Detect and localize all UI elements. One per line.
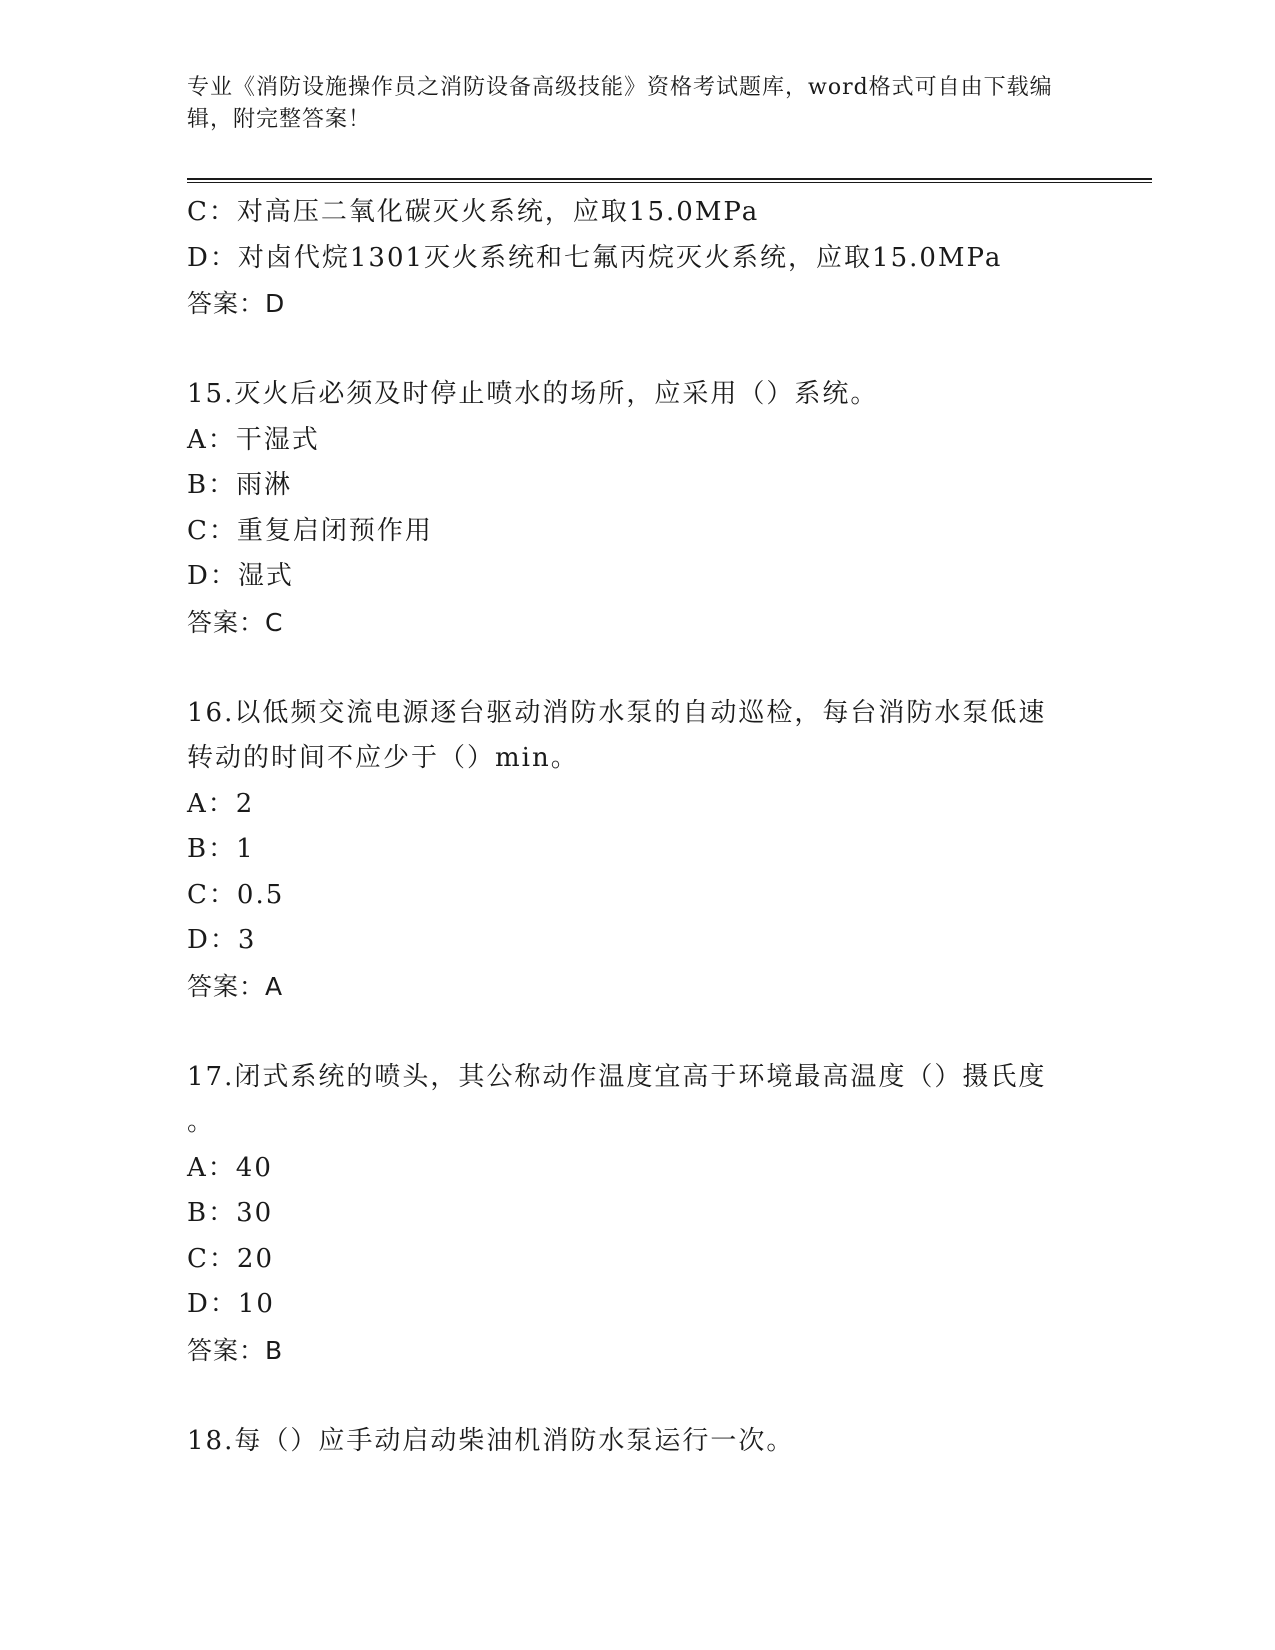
option-label: D	[187, 1289, 210, 1319]
option-label: B	[187, 470, 209, 500]
option-c: C：20	[187, 1243, 275, 1274]
option-b: B：30	[187, 1198, 274, 1228]
option-a: A：40	[187, 1152, 273, 1183]
question-list	[187, 190, 1067, 1464]
option-text: 3	[237, 925, 257, 955]
option-a: A：2	[187, 788, 255, 819]
question-18	[187, 1419, 1067, 1465]
option-c: C：重复启闭预作用	[187, 515, 433, 546]
option-label: A	[187, 424, 208, 455]
question-spacer	[187, 327, 1067, 373]
option-label: D	[187, 242, 210, 273]
question-stem: 17.闭式系统的喷头，其公称动作温度宜高于环境最高温度（）摄氏度	[187, 1061, 1047, 1092]
option-text: 2	[235, 788, 255, 819]
option-a: A：干湿式	[187, 424, 320, 455]
option-text: 雨淋	[236, 470, 293, 500]
option-label: D	[187, 561, 210, 591]
document-header: 专业《消防设施操作员之消防设备高级技能》资格考试题库，word格式可自由下载编辑，附完整答案！	[187, 75, 1053, 132]
question-spacer	[187, 1009, 1067, 1055]
option-label: C	[187, 1243, 209, 1274]
option-label: C	[187, 197, 209, 227]
option-c: C：0.5	[187, 879, 285, 910]
question-spacer	[187, 1373, 1067, 1419]
option-c: C：对高压二氧化碳灭火系统，应取15.0MPa	[187, 197, 760, 227]
option-text: 重复启闭预作用	[236, 515, 433, 546]
option-b: B：1	[187, 834, 255, 864]
question-stem: 15.灭火后必须及时停止喷水的场所，应采用（）系统。	[187, 379, 879, 409]
answer-line: 答案：D	[187, 289, 286, 318]
option-text: 0.5	[236, 879, 285, 910]
question-spacer	[187, 645, 1067, 691]
question-15	[187, 372, 1067, 645]
option-label: B	[187, 834, 209, 864]
option-label: A	[187, 788, 208, 819]
option-text: 10	[237, 1289, 275, 1319]
answer-line: 答案：A	[187, 971, 284, 1001]
question-17	[187, 1055, 1067, 1374]
option-d: D：10	[187, 1289, 275, 1319]
question-14-continued	[187, 190, 1067, 327]
option-label: D	[187, 925, 210, 955]
option-label: A	[187, 1152, 208, 1183]
answer-line: 答案：C	[187, 607, 284, 637]
option-text: 湿式	[237, 561, 294, 591]
option-label: B	[187, 1198, 209, 1228]
option-label: C	[187, 879, 209, 910]
header-rule	[187, 178, 1152, 183]
question-stem-continued: 转动的时间不应少于（）min。	[187, 743, 579, 773]
question-stem-continued: 。	[187, 1107, 216, 1137]
question-stem: 16.以低频交流电源逐台驱动消防水泵的自动巡检，每台消防水泵低速	[187, 697, 1047, 728]
option-d: D：3	[187, 925, 257, 955]
option-text: 干湿式	[235, 424, 320, 455]
option-text: 40	[235, 1152, 273, 1183]
option-text: 30	[236, 1198, 274, 1228]
option-b: B：雨淋	[187, 470, 293, 500]
option-text: 20	[236, 1243, 275, 1274]
option-d: D：湿式	[187, 561, 294, 591]
option-text: 对卤代烷1301灭火系统和七氟丙烷灭火系统，应取15.0MPa	[237, 242, 1003, 273]
question-stem: 18.每（）应手动启动柴油机消防水泵运行一次。	[187, 1425, 795, 1456]
option-label: C	[187, 515, 209, 546]
question-16	[187, 691, 1067, 1010]
option-d: D：对卤代烷1301灭火系统和七氟丙烷灭火系统，应取15.0MPa	[187, 242, 1003, 273]
answer-line: 答案：B	[187, 1335, 284, 1365]
option-text: 1	[236, 834, 255, 864]
option-text: 对高压二氧化碳灭火系统，应取15.0MPa	[236, 197, 760, 227]
